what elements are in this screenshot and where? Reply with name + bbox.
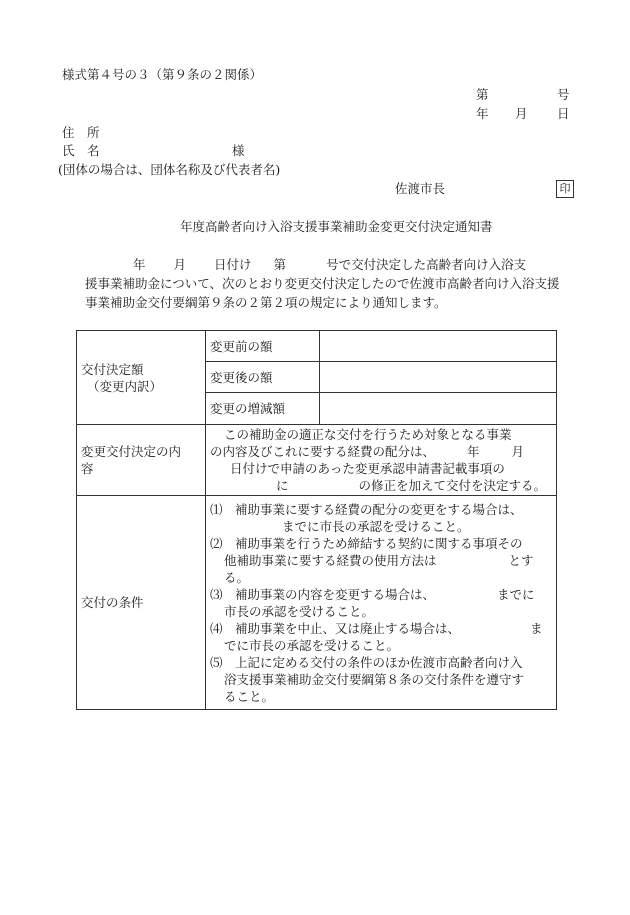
group-note: (団体の場合は、団体名称及び代表者名): [58, 162, 281, 177]
diff-amount-value: [320, 393, 557, 425]
table-row: [77, 331, 557, 362]
cond-5a: ⑸ 上記に定める交付の条件のほか佐渡市高齢者向け入: [210, 654, 523, 670]
after-amount-label: 変更後の額: [206, 362, 320, 393]
content-text-cell: [206, 425, 557, 496]
cond-label-cell: [77, 496, 206, 710]
address-label: 住 所: [62, 125, 100, 140]
amount-label-cell: [77, 331, 206, 425]
content-label-2: 容: [81, 461, 94, 476]
cond-5b: 浴支援事業補助金交付要綱第８条の交付条件を遵守す: [224, 671, 525, 687]
body-month: 月: [173, 257, 187, 272]
name-label: 氏 名: [62, 143, 100, 158]
cond-3a: ⑶ 補助事業の内容を変更する場合は、 までに: [210, 586, 535, 602]
before-amount-label: 変更前の額: [206, 331, 320, 362]
content-label-1: 変更交付決定の内: [81, 444, 182, 459]
seal-mark: 印: [556, 180, 574, 198]
amount-breakdown-label: （変更内訳）: [87, 378, 163, 394]
body-line-2: 援事業補助金について、次のとおり変更交付決定したので佐渡市高齢者向け入浴支援: [85, 276, 560, 291]
content-label-cell: [77, 425, 206, 496]
content-line-4: に の修正を加えて交付を決定する。: [276, 478, 547, 493]
cond-4c: でに市長の承認を受けること。: [224, 637, 400, 653]
form-id: 様式第４号の３（第９条の２関係）: [62, 67, 263, 82]
cond-2a: ⑵ 補助事業を行うため締結する契約に関する事項その: [210, 535, 523, 551]
doc-no-prefix: 第: [476, 87, 489, 102]
amount-label: 交付決定額: [81, 361, 144, 377]
cond-1b: までに市長の承認を受けること。: [282, 518, 470, 534]
body-year: 年: [133, 257, 146, 272]
cond-3c: 市長の承認を受けること。: [224, 603, 375, 619]
body-line-3: 事業補助金交付要綱第９条の２第２項の規定により通知します。: [85, 295, 447, 310]
table-row: [77, 425, 557, 496]
conditions-cell: [206, 496, 557, 710]
honorific: 様: [232, 143, 245, 158]
document-title: 年度高齢者向け入浴支援事業補助金変更交付決定通知書: [180, 219, 493, 234]
issuer-name: 佐渡市長: [395, 181, 446, 196]
before-amount-value: [320, 331, 557, 362]
cond-2b: 他補助事業に要する経費の使用方法は とす: [224, 552, 534, 568]
body-line-1-rest: 号で交付決定した高齢者向け入浴支: [326, 257, 527, 272]
cond-5c: ること。: [224, 688, 275, 704]
doc-date-month: 月: [515, 106, 528, 121]
content-line-1: この補助金の適正な交付を行うため対象となる事業: [224, 427, 512, 442]
doc-date-year: 年: [476, 106, 489, 121]
after-amount-value: [320, 362, 557, 393]
cond-1a: ⑴ 補助事業に要する経費の配分の変更をする場合は、: [210, 501, 523, 517]
cond-2d: る。: [224, 569, 250, 585]
cond-4a: ⑷ 補助事業を中止、又は廃止する場合は、 ま: [210, 620, 543, 636]
diff-amount-label: 変更の増減額: [206, 393, 320, 425]
doc-no-suffix: 号: [557, 87, 570, 102]
table-row: [77, 496, 557, 710]
content-line-2: の内容及びこれに要する経費の配分は、 年 月: [210, 444, 525, 459]
body-line-1: [85, 259, 575, 272]
body-no-prefix: 第: [273, 257, 287, 272]
decision-table: [76, 330, 557, 710]
content-line-3: 日付けで申請のあった変更承認申請書記載事項の: [230, 461, 505, 476]
cond-label: 交付の条件: [81, 595, 144, 610]
body-date: 日付け: [214, 257, 252, 272]
doc-date-day: 日: [557, 106, 570, 121]
